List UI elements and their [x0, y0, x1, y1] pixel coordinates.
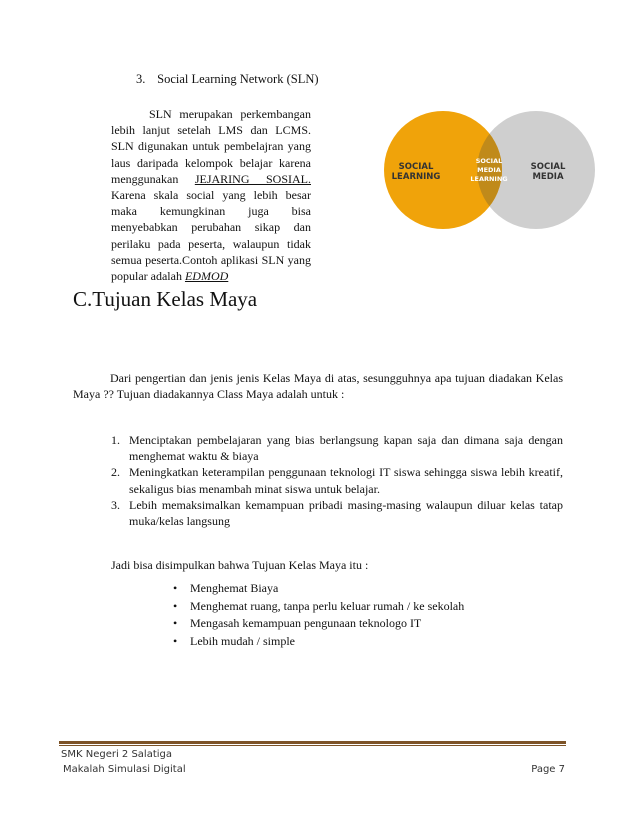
sln-paragraph [111, 106, 311, 284]
venn-left-label-2: LEARNING [391, 172, 441, 182]
venn-right-label-1: SOCIAL [530, 162, 566, 172]
bullet-item [173, 615, 464, 633]
venn-mid-label-3: LEARNING [470, 175, 508, 183]
footer-document-title: Makalah Simulasi Digital [63, 764, 186, 775]
section-title: C.Tujuan Kelas Maya [73, 287, 258, 311]
goal-number: 3. [111, 497, 120, 512]
goal-item [111, 432, 563, 464]
goal-number: 2. [111, 465, 120, 480]
goal-text: Meningkatkan keterampilan penggunaan teknologi IT siswa sehingga siswa lebih kreatif, sekaligus bias menambah minat siswa untuk belajar. [129, 465, 563, 496]
bullet-text: Menghemat ruang, tanpa perlu keluar rumah / ke sekolah [190, 598, 465, 613]
goal-text: Menciptakan pembelajaran yang bias berlangsung kapan saja dan dimana saja dengan menghemat waktu & biaya [129, 433, 563, 464]
edmod-link[interactable]: EDMOD [184, 269, 229, 284]
goal-item [111, 464, 563, 496]
sln-text-a: SLN merupakan perkembangan lebih lanjut setelah LMS dan LCMS. SLN digunakan untuk pembelajran yang laus daripada kelompok belajar karena menggunakan [111, 107, 311, 186]
goal-number: 1. [111, 433, 120, 447]
venn-mid-label-1: SOCIAL [475, 157, 503, 165]
sln-heading-text: Social Learning Network (SLN) [157, 72, 319, 86]
goals-list [111, 432, 563, 529]
sln-number: 3. [136, 72, 146, 86]
bullet-text: Mengasah kemampuan pengunaan teknologo IT [190, 616, 422, 630]
sln-text-b: Karena skala social yang lebih besar maka kemungkinan juga bisa menyebabkan perubahan sikap dan perilaku pada peserta, walaupun tidak semua peserta.Contoh aplikasi SLN yang popular adalah [111, 188, 311, 284]
venn-right-label-2: MEDIA [532, 172, 564, 182]
footer-page-number: Page 7 [531, 764, 565, 775]
goal-item [111, 497, 563, 529]
venn-left-label-1: SOCIAL [398, 162, 434, 172]
bullet-dot-icon: • [173, 633, 178, 648]
jejaring-sosial-link[interactable]: JEJARING SOSIAL. [194, 171, 311, 186]
bullet-dot-icon: • [173, 581, 178, 595]
bullet-item [173, 598, 464, 616]
bullet-text: Menghemat Biaya [190, 581, 279, 595]
footer-school: SMK Negeri 2 Salatiga [61, 749, 173, 760]
bullet-dot-icon: • [173, 616, 178, 630]
sln-heading [136, 72, 319, 87]
footer-divider-thin [59, 745, 566, 746]
bullet-item [173, 580, 464, 598]
bullet-dot-icon: • [173, 598, 178, 613]
bullet-text: Lebih mudah / simple [190, 633, 295, 648]
social-media-learning-venn-diagram [383, 110, 598, 230]
intro-text: Dari pengertian dan jenis jenis Kelas Maya di atas, sesungguhnya apa tujuan diadakan Kelas Maya ?? Tujuan diadakannya Class Maya adalah untuk : [73, 371, 563, 402]
venn-mid-label-2: MEDIA [477, 166, 501, 174]
bullet-list [173, 580, 464, 650]
conclusion-text: Jadi bisa disimpulkan bahwa Tujuan Kelas Maya itu : [111, 558, 369, 572]
goal-text: Lebih memaksimalkan kemampuan pribadi masing-masing walaupun diluar kelas tatap muka/kelas langsung [129, 497, 563, 529]
footer-divider-thick [59, 741, 566, 744]
bullet-item [173, 633, 464, 651]
intro-paragraph [73, 370, 563, 403]
